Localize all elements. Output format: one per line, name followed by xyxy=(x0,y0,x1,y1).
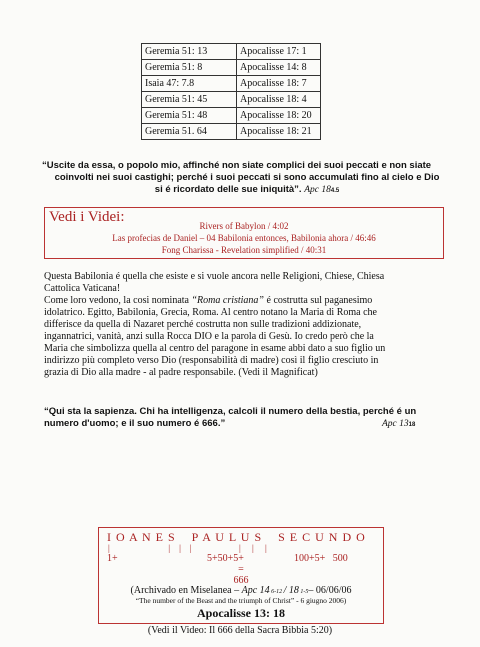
old-testament-reference: Isaia 47: 7.8 xyxy=(142,76,237,92)
archive-reference-verses: 6-12 xyxy=(269,589,284,595)
reference-row xyxy=(142,60,321,76)
paragraph-line: Cattolica Vaticana! xyxy=(44,283,121,294)
reference-row xyxy=(142,108,321,124)
quote-reference-verses: 18 xyxy=(408,422,416,428)
archive-text: – 06/06/06 xyxy=(308,585,352,596)
revelation-reference: Apocalisse 18: 4 xyxy=(237,92,321,108)
video-item: Fong Charissa - Revelation simplified / 40:31 xyxy=(161,245,327,255)
quote-line xyxy=(44,418,454,430)
reference-row xyxy=(142,44,321,60)
paragraph-line: Questa Babilonia é quella che esiste e si vuole ancora nelle Religioni, Chiese, Chiesa xyxy=(44,271,385,282)
letter-markers: | | | | | | | xyxy=(108,543,267,553)
equals-sign: = xyxy=(238,564,244,575)
quote-reference: Apc 13 xyxy=(382,419,409,429)
old-testament-reference: Geremia 51: 8 xyxy=(142,60,237,76)
value-right: 100+5+ 500 xyxy=(294,553,348,564)
revelation-reference: Apocalisse 18: 21 xyxy=(237,124,321,140)
paragraph-emphasis: “Roma cristiana” xyxy=(191,295,264,306)
revelation-reference: Apocalisse 18: 20 xyxy=(237,108,321,124)
quote-reference-verses: 4.5 xyxy=(330,188,340,194)
revelation-reference: Apocalisse 17: 1 xyxy=(237,44,321,60)
paragraph-line: differisce da quella di Nazaret perché costrutta non sulle tradizioni addizionate, xyxy=(44,319,362,330)
quote-line xyxy=(42,184,452,197)
archive-reference: Apc 14 xyxy=(241,585,270,596)
quote-reference-wrap xyxy=(382,418,415,431)
box-heading: Apocalisse 13: 18 xyxy=(197,606,285,620)
archive-reference-verses: 1-5 xyxy=(298,589,309,595)
quote-line: “Qui sta la sapienza. Chi ha intelligenza, calcoli il numero della bestia, perché é un xyxy=(44,406,417,417)
archive-reference: / 18 xyxy=(283,585,299,596)
paragraph-line: grazia di Dio alla madre - al padre responsabile. (Vedi il Magnificat) xyxy=(44,367,318,378)
videos-title: Vedi i Videi: xyxy=(49,209,125,225)
paragraph-text: é costrutta sul paganesimo xyxy=(264,295,373,306)
revelation-reference: Apocalisse 18: 7 xyxy=(237,76,321,92)
paragraph-line: indirizzo più completo verso Dio (responsabilità di madre) così il figlio cresciuto in xyxy=(44,355,379,366)
quote-revelation-18 xyxy=(42,160,452,197)
quote-text: si é ricordato delle sue iniquità”. xyxy=(154,184,302,195)
latin-title-letters: I O A N E S P A U L U S S E C U N D O xyxy=(107,530,366,544)
body-paragraph xyxy=(44,271,442,379)
revelation-reference: Apocalisse 14: 8 xyxy=(237,60,321,76)
reference-row xyxy=(142,76,321,92)
paragraph-line: Maria che simbolizza quella al centro del paragone in esame abbi dato a suo figlio un xyxy=(44,343,386,354)
paragraph-text: Come loro vedono, la cosi nominata xyxy=(44,295,192,306)
video-item: Las profecias de Daniel – 04 Babilonia entonces, Babilonia ahora / 46:46 xyxy=(112,233,376,243)
video-item: Rivers of Babylon / 4:02 xyxy=(199,221,289,231)
archive-caption: “The number of the Beast and the triumph of Christ” - 6 giugno 2006) xyxy=(135,596,347,605)
paragraph-line xyxy=(44,295,442,307)
number-of-beast-box xyxy=(98,527,384,624)
videos-box xyxy=(44,207,444,259)
reference-row xyxy=(142,92,321,108)
old-testament-reference: Geremia 51. 64 xyxy=(142,124,237,140)
reference-row xyxy=(142,124,321,140)
old-testament-reference: Geremia 51: 45 xyxy=(142,92,237,108)
old-testament-reference: Geremia 51: 13 xyxy=(142,44,237,60)
reference-table xyxy=(141,43,321,140)
archive-note xyxy=(99,585,383,596)
quote-line: coinvolti nei suoi castighi; perché i suoi peccati si sono accumulati fino al cielo e Dio xyxy=(54,172,440,183)
paragraph-line: ingannatrici, vanità, anzi sulla Rocca DIO e la parola di Gesù. Io credo però che la xyxy=(44,331,374,342)
quote-revelation-13 xyxy=(44,406,454,430)
video-note: (Vedi il Video: Il 666 della Sacra Bibbia 5:20) xyxy=(147,625,333,636)
archive-text: (Archivado en Miselanea – xyxy=(130,585,242,596)
value-left: 1+ xyxy=(107,553,118,564)
old-testament-reference: Geremia 51: 48 xyxy=(142,108,237,124)
paragraph-line: idolatrico. Egitto, Babilonia, Grecia, Roma. Al centro notano la Maria di Roma che xyxy=(44,307,377,318)
total-value: 666 xyxy=(233,575,249,586)
quote-reference: Apc 18 xyxy=(304,185,331,195)
quote-line: “Uscite da essa, o popolo mio, affinché non siate complici dei suoi peccati e non siate xyxy=(42,160,432,171)
quote-text: numero d'uomo; e il suo numero é 666.” xyxy=(44,418,226,429)
value-middle: 5+50+5+ xyxy=(207,553,244,564)
